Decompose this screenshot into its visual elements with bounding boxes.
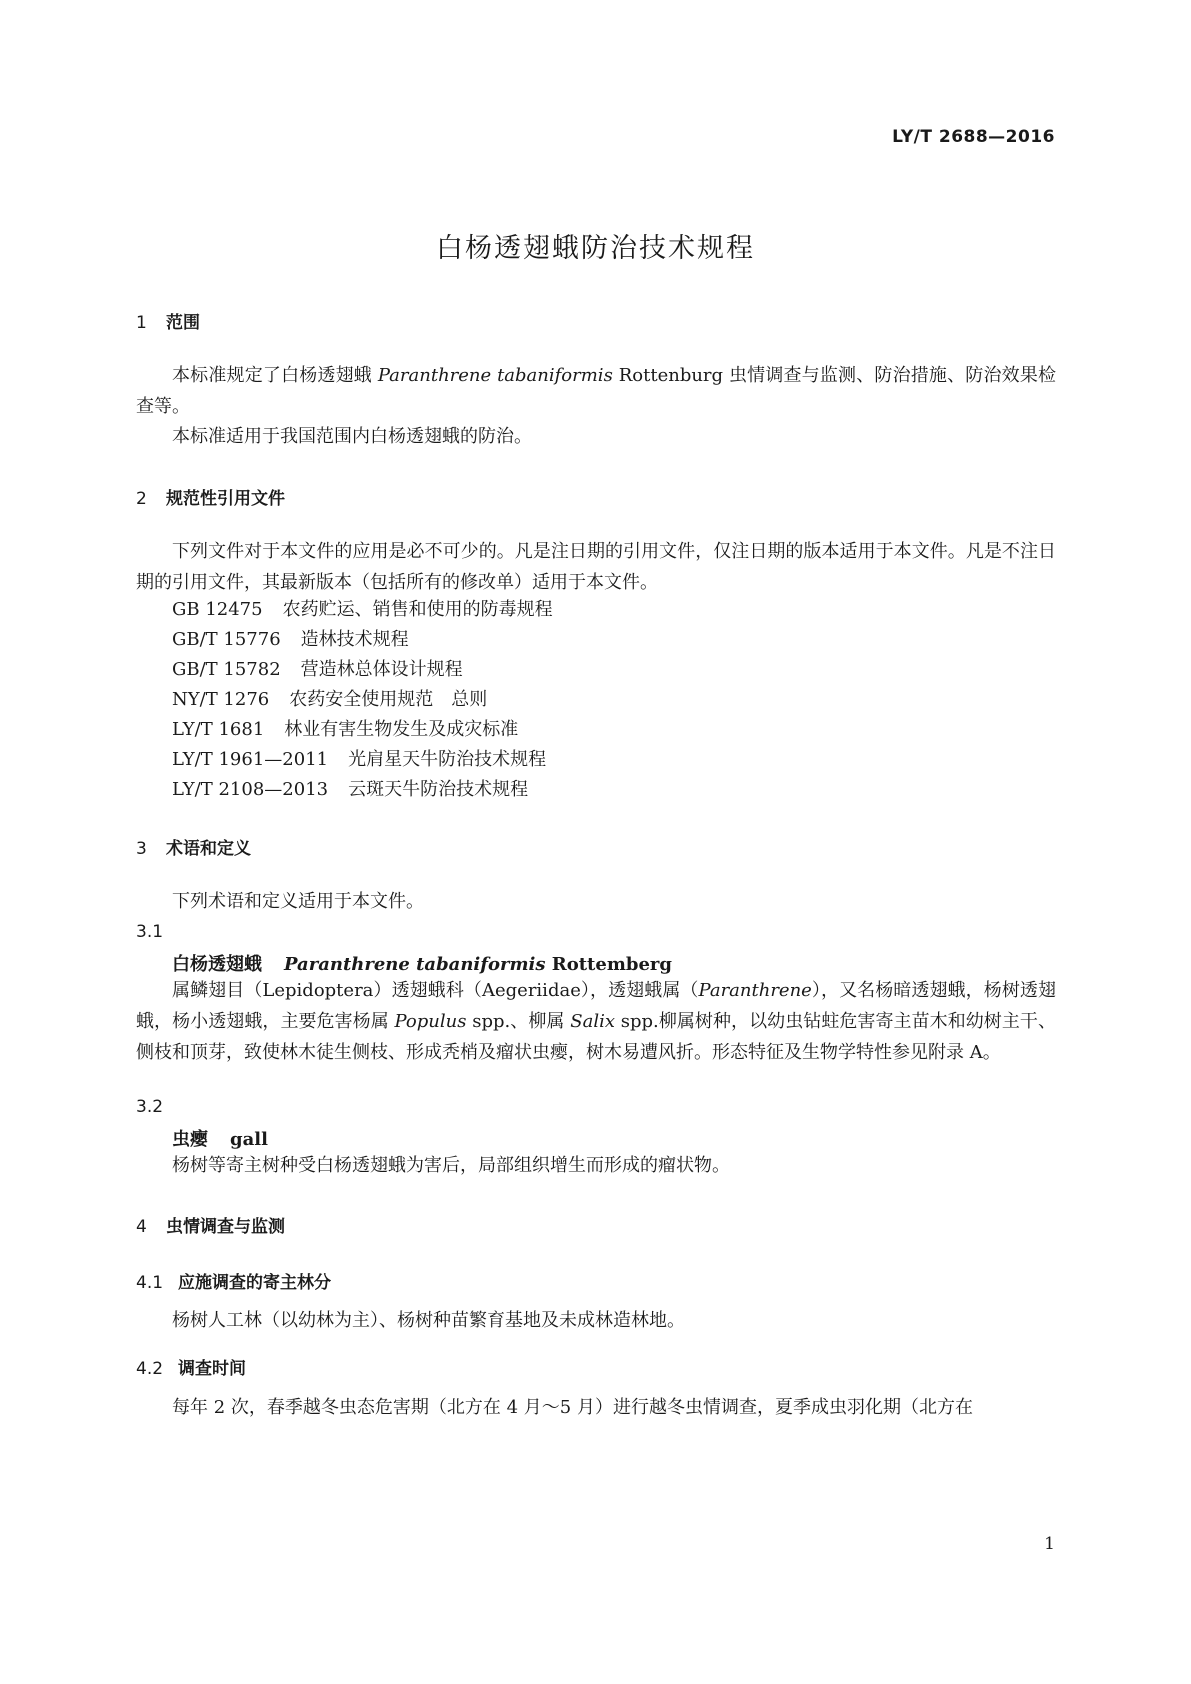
- term-definition: 杨树等寄主树种受白杨透翅蛾为害后，局部组织增生而形成的瘤状物。: [172, 1155, 730, 1176]
- text-run: spp.、柳属: [466, 1011, 571, 1032]
- section-number: 3: [136, 839, 147, 859]
- text-run: 本标准规定了白杨透翅蛾: [172, 365, 378, 386]
- scope-paragraph-1: [136, 360, 1056, 422]
- reference-item: [172, 654, 463, 685]
- section-title: 范围: [166, 313, 200, 333]
- term-chinese: 虫瘿: [172, 1129, 208, 1150]
- reference-item: [172, 684, 487, 715]
- subsection-title: 调查时间: [178, 1359, 246, 1379]
- section-number: 2: [136, 489, 147, 509]
- document-title: 白杨透翅蛾防治技术规程: [436, 233, 755, 264]
- section-title: 规范性引用文件: [166, 489, 285, 509]
- genus-name: Salix: [570, 1011, 615, 1032]
- reference-item: [172, 744, 546, 775]
- section-3-heading: [136, 834, 251, 859]
- reference-title: 光肩星天牛防治技术规程: [348, 749, 547, 770]
- section-number: 1: [136, 313, 147, 333]
- references-intro: 下列文件对于本文件的应用是必不可少的。凡是注日期的引用文件，仅注日期的版本适用于本文件。凡是不注日期的引用文件，其最新版本（包括所有的修改单）适用于本文件。: [136, 541, 1056, 593]
- subsection-text: 每年 2 次，春季越冬虫态危害期（北方在 4 月～5 月）进行越冬虫情调查，夏季成虫羽化期（北方在: [172, 1397, 973, 1418]
- term-number: 3.1: [136, 922, 164, 942]
- subsection-number: 4.1: [136, 1273, 164, 1293]
- reference-item: [172, 774, 528, 805]
- section-title: 虫情调查与监测: [166, 1217, 285, 1237]
- term-english: gall: [230, 1129, 268, 1150]
- section-2-heading: [136, 484, 285, 509]
- subsection-text: 杨树人工林（以幼林为主）、杨树种苗繁育基地及未成林造林地。: [172, 1310, 685, 1331]
- genus-name: Populus: [394, 1011, 467, 1032]
- text-run: Rottenburg 虫情调查与监测、防治措施、防治效果检查等。: [136, 365, 1056, 417]
- term-chinese: 白杨透翅蛾: [172, 954, 262, 975]
- section-title: 术语和定义: [166, 839, 251, 859]
- reference-title: 林业有害生物发生及成灾标准: [284, 719, 519, 740]
- term-number: 3.2: [136, 1097, 164, 1117]
- terms-intro: 下列术语和定义适用于本文件。: [172, 891, 424, 912]
- term-definition: [136, 975, 1056, 1068]
- reference-code: NY/T 1276: [172, 689, 270, 710]
- reference-item: [172, 624, 409, 655]
- text-run: 属鳞翅目（Lepidoptera）透翅蛾科（Aegeriidae），透翅蛾属（: [172, 980, 699, 1001]
- section-1-heading: [136, 308, 200, 333]
- page-number: 1: [1044, 1534, 1055, 1554]
- reference-code: GB/T 15782: [172, 659, 281, 680]
- reference-title: 农药安全使用规范 总则: [289, 689, 488, 710]
- term-heading: [172, 1125, 268, 1151]
- reference-title: 农药贮运、销售和使用的防毒规程: [282, 599, 553, 620]
- term-latin: Paranthrene tabaniformis: [284, 954, 546, 975]
- subsection-4-1-heading: [136, 1268, 331, 1293]
- text-run: ），又名杨暗透翅蛾，杨树透翅蛾，杨小透翅蛾，主要危害杨属: [136, 980, 1057, 1032]
- reference-code: LY/T 1961—2011: [172, 749, 329, 770]
- reference-code: GB/T 15776: [172, 629, 281, 650]
- reference-code: LY/T 2108—2013: [172, 779, 329, 800]
- scope-paragraph-2: 本标准适用于我国范围内白杨透翅蛾的防治。: [172, 426, 532, 447]
- text-run: spp.柳属树种，以幼虫钻蛀危害寄主苗木和幼树主干、侧枝和顶芽，致使林木徒生侧枝、形成秃梢及瘤状虫瘿，树木易遭风折。形态特征及生物学特性参见附录 A。: [136, 1011, 1056, 1063]
- term-heading: [172, 950, 672, 976]
- term-author: Rottemberg: [551, 954, 672, 975]
- section-number: 4: [136, 1217, 147, 1237]
- subsection-number: 4.2: [136, 1359, 164, 1379]
- reference-code: GB 12475: [172, 599, 263, 620]
- species-name: Paranthrene tabaniformis: [377, 365, 613, 386]
- reference-title: 营造林总体设计规程: [300, 659, 463, 680]
- section-4-heading: [136, 1212, 285, 1237]
- genus-name: Paranthrene: [698, 980, 812, 1001]
- subsection-4-2-heading: [136, 1354, 246, 1379]
- reference-title: 造林技术规程: [300, 629, 409, 650]
- reference-item: [172, 714, 518, 745]
- subsection-title: 应施调查的寄主林分: [178, 1273, 331, 1293]
- reference-title: 云斑天牛防治技术规程: [348, 779, 529, 800]
- reference-code: LY/T 1681: [172, 719, 265, 740]
- reference-item: [172, 594, 553, 625]
- standard-code: LY/T 2688—2016: [892, 127, 1055, 147]
